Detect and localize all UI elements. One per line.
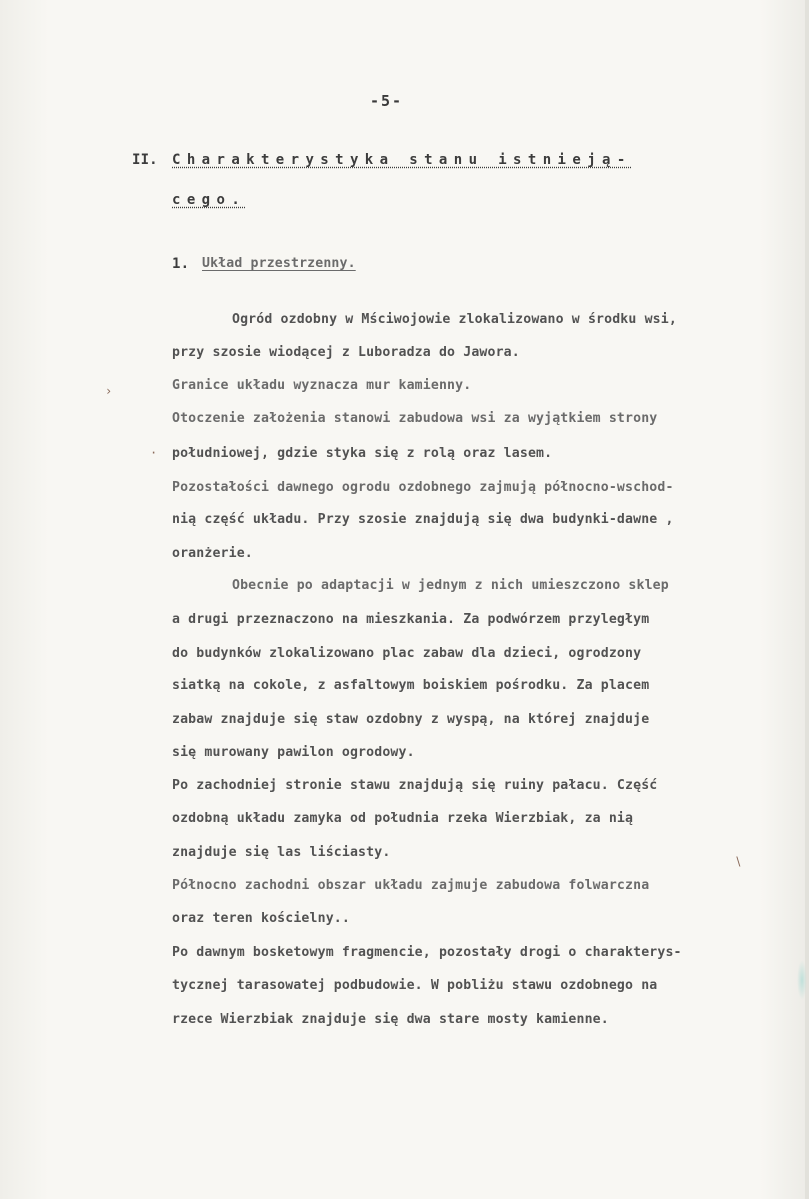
text-line: Północno zachodni obszar układu zajmuje zabudowa folwarczna xyxy=(172,878,650,893)
text-line: przy szosie wiodącej z Luboradza do Jawora. xyxy=(172,345,520,360)
margin-tick-mark: › xyxy=(105,384,113,398)
section-number: 1. xyxy=(172,256,190,272)
text-line: nią część układu. Przy szosie znajdują się dwa budynki-dawne , xyxy=(172,512,674,527)
text-line: znajduje się las liściasty. xyxy=(172,845,391,860)
chapter-number: II. xyxy=(132,152,158,168)
chapter-title-line-1: Charakterystyka stanu istnieją- xyxy=(172,152,632,168)
text-line: oranżerie. xyxy=(172,546,253,561)
text-line: a drugi przeznaczono na mieszkania. Za podwórzem przyległym xyxy=(172,612,650,627)
text-line: Po dawnym bosketowym fragmencie, pozostały drogi o charakterys- xyxy=(172,945,682,960)
ink-smudge xyxy=(797,960,807,1000)
text-line: oraz teren kościelny.. xyxy=(172,911,350,926)
margin-dot-mark: · xyxy=(150,446,158,460)
text-line: Otoczenie założenia stanowi zabudowa wsi za wyjątkiem strony xyxy=(172,411,658,426)
text-line: Ogród ozdobny w Mściwojowie zlokalizowano w środku wsi, xyxy=(232,312,677,327)
page-edge xyxy=(805,0,809,1199)
text-line: ozdobną układu zamyka od południa rzeka Wierzbiak, za nią xyxy=(172,811,634,826)
text-line: się murowany pawilon ogrodowy. xyxy=(172,745,415,760)
text-line: siatką na cokole, z asfaltowym boiskiem pośrodku. Za placem xyxy=(172,678,650,693)
page-number: -5- xyxy=(370,92,404,110)
text-line: południowej, gdzie styka się z rolą oraz lasem. xyxy=(172,446,553,461)
text-line: rzece Wierzbiak znajduje się dwa stare mosty kamienne. xyxy=(172,1012,609,1027)
text-line: do budynków zlokalizowano plac zabaw dla dzieci, ogrodzony xyxy=(172,646,642,661)
text-tick-mark: ∖ xyxy=(734,855,742,869)
text-line: zabaw znajduje się staw ozdobny z wyspą, na której znajduje xyxy=(172,712,650,727)
section-title: Układ przestrzenny. xyxy=(202,256,356,271)
chapter-title-line-2: cego. xyxy=(172,192,247,208)
text-line: Po zachodniej stronie stawu znajdują się ruiny pałacu. Część xyxy=(172,778,658,793)
text-line: Pozostałości dawnego ogrodu ozdobnego zajmują północno-wschod- xyxy=(172,480,674,495)
text-line: Granice układu wyznacza mur kamienny. xyxy=(172,378,472,393)
text-line: tycznej tarasowatej podbudowie. W pobliżu stawu ozdobnego na xyxy=(172,978,658,993)
text-line: Obecnie po adaptacji w jednym z nich umieszczono sklep xyxy=(232,578,669,593)
